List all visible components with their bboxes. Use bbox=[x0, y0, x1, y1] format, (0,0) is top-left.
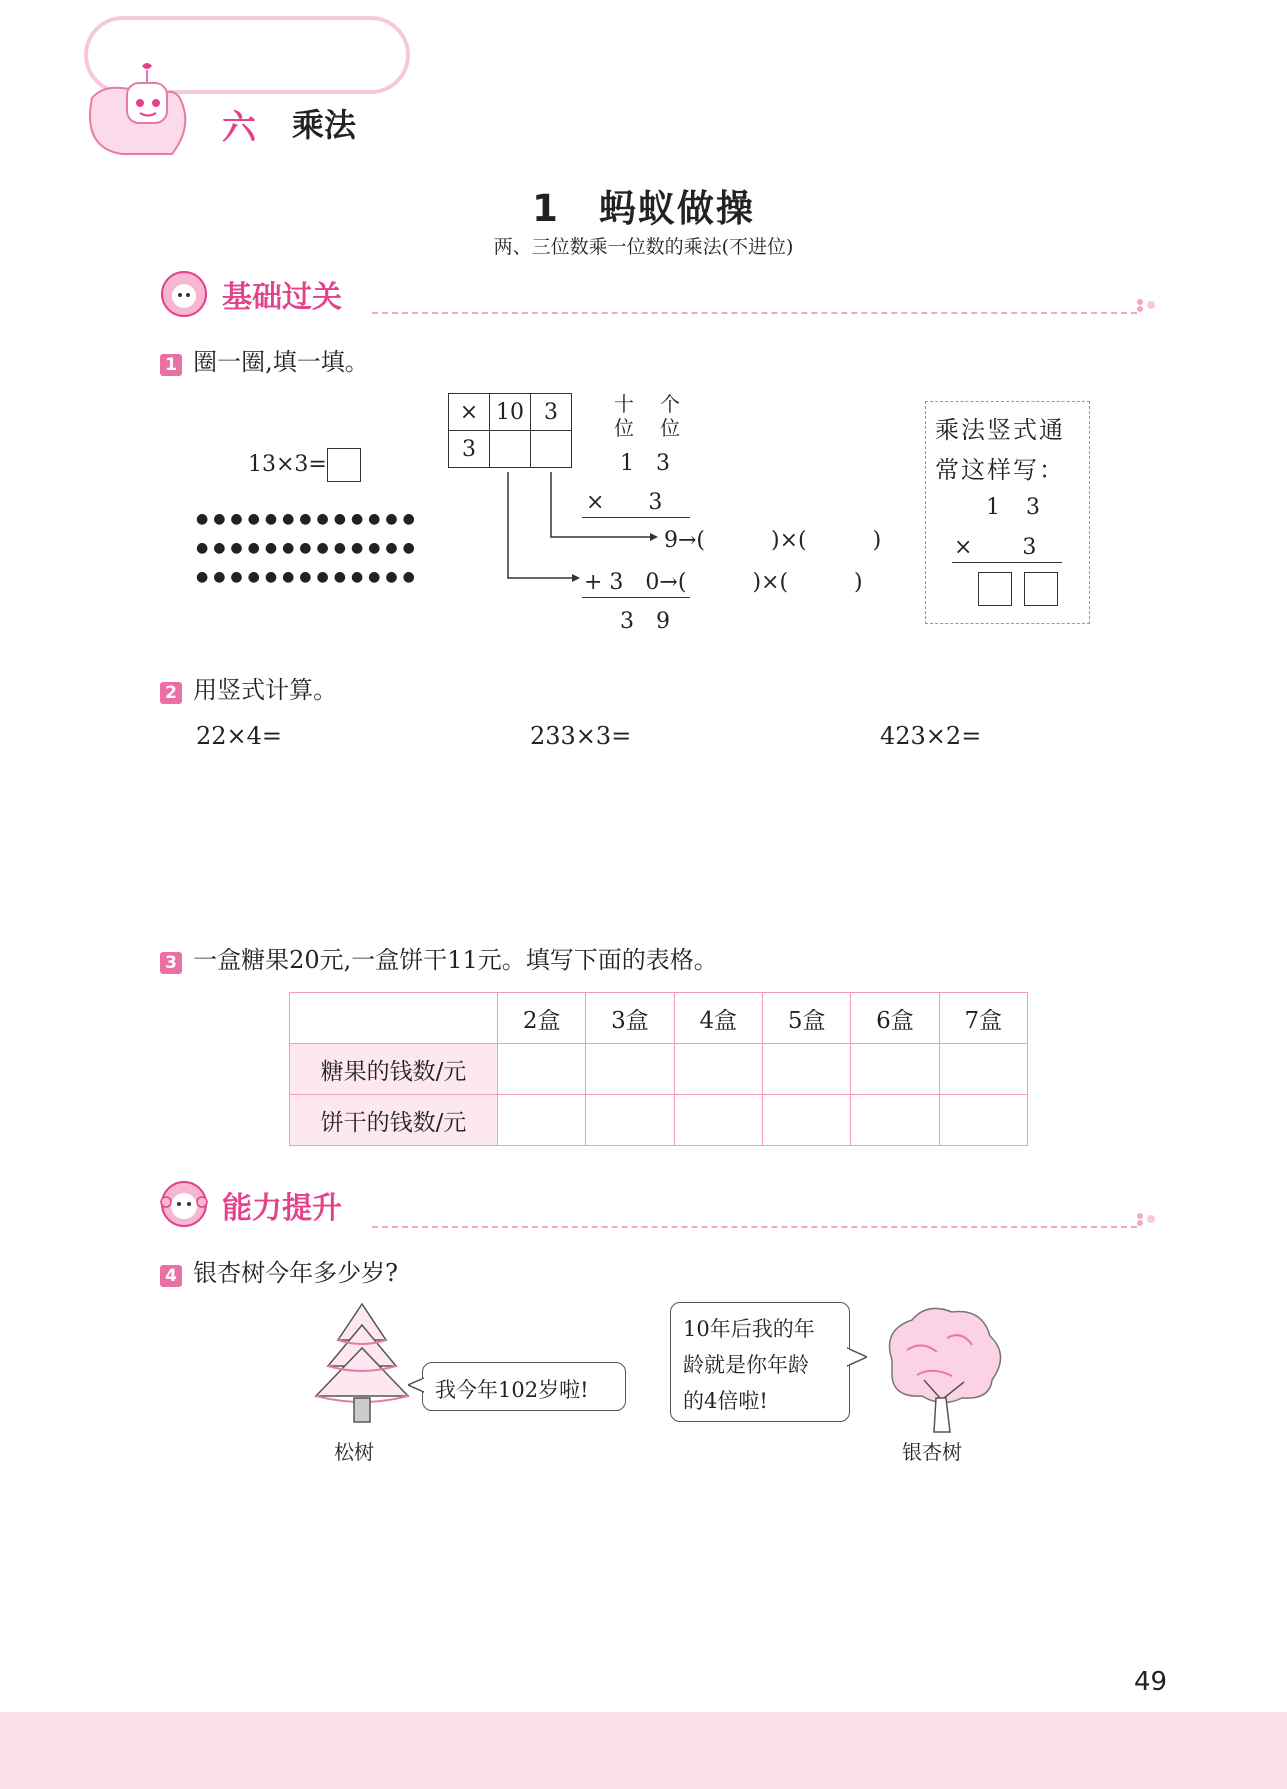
table-row bbox=[290, 1095, 1028, 1146]
question-1-header bbox=[160, 342, 369, 377]
answer-cell[interactable] bbox=[586, 1044, 674, 1095]
bubble-text: 龄就是你年龄 bbox=[683, 1353, 809, 1377]
vertical-result: 3 9 bbox=[620, 609, 670, 634]
ginkgo-speech-bubble bbox=[670, 1302, 850, 1422]
tip-rule bbox=[952, 562, 1062, 563]
question-2-header bbox=[160, 670, 337, 705]
question-3-header bbox=[160, 940, 718, 975]
footer-band bbox=[0, 1712, 1287, 1789]
question-number: 2 bbox=[160, 682, 182, 704]
question-text: 一盒糖果20元,一盒饼干11元。填写下面的表格。 bbox=[193, 946, 718, 974]
q1-equation bbox=[248, 448, 361, 482]
vertical-num1: 1 3 bbox=[620, 451, 670, 476]
answer-cell[interactable] bbox=[762, 1044, 850, 1095]
vertical-rule bbox=[582, 517, 690, 518]
pine-speech-bubble bbox=[422, 1362, 626, 1411]
vertical-partial2: + 3 0→( )×( ) bbox=[584, 570, 863, 595]
place-label: 十 bbox=[614, 392, 634, 416]
problem-1: 22×4= bbox=[196, 722, 283, 750]
row-label: 糖果的钱数/元 bbox=[290, 1044, 498, 1095]
place-ones-label bbox=[660, 392, 680, 440]
bubble-text: 我今年102岁啦! bbox=[435, 1378, 589, 1402]
grid-cell: 10 bbox=[490, 394, 531, 431]
bubble-tail bbox=[408, 1376, 424, 1394]
answer-cell[interactable] bbox=[498, 1044, 586, 1095]
dots-icon bbox=[1136, 1212, 1158, 1226]
place-label: 位 bbox=[660, 416, 680, 440]
tip-answer-box[interactable] bbox=[1024, 572, 1058, 606]
dot-row: ●●●●●●●●●●●●● bbox=[196, 540, 420, 556]
bubble-text: 的4倍啦! bbox=[683, 1389, 768, 1413]
grid-answer-cell[interactable] bbox=[490, 431, 531, 468]
column-header: 5盒 bbox=[762, 993, 850, 1044]
tip-num2: × 3 bbox=[954, 535, 1039, 560]
page-number: 49 bbox=[1134, 1667, 1168, 1697]
column-header: 4盒 bbox=[674, 993, 762, 1044]
row-label: 饼干的钱数/元 bbox=[290, 1095, 498, 1146]
place-tens-label bbox=[614, 392, 634, 440]
answer-cell[interactable] bbox=[586, 1095, 674, 1146]
chapter-title: 乘法 bbox=[292, 106, 357, 144]
column-header: 3盒 bbox=[586, 993, 674, 1044]
bubble-tail bbox=[847, 1346, 867, 1368]
lesson-title: 1 蚂蚁做操 bbox=[532, 187, 755, 230]
answer-cell[interactable] bbox=[674, 1095, 762, 1146]
answer-cell[interactable] bbox=[762, 1095, 850, 1146]
dot-row: ●●●●●●●●●●●●● bbox=[196, 569, 420, 585]
dot-row: ●●●●●●●●●●●●● bbox=[196, 511, 420, 527]
answer-cell[interactable] bbox=[851, 1095, 939, 1146]
grid-cell: × bbox=[449, 394, 490, 431]
column-header: 2盒 bbox=[498, 993, 586, 1044]
grid-cell: 3 bbox=[531, 394, 572, 431]
dot-array[interactable] bbox=[196, 505, 420, 592]
answer-cell[interactable] bbox=[851, 1044, 939, 1095]
problem-3: 423×2= bbox=[880, 722, 982, 750]
equation-text: 13×3= bbox=[248, 452, 327, 477]
question-number: 3 bbox=[160, 952, 182, 974]
section-divider bbox=[372, 1226, 1137, 1228]
place-label: 位 bbox=[614, 416, 634, 440]
ginkgo-label: 银杏树 bbox=[902, 1440, 962, 1464]
answer-cell[interactable] bbox=[674, 1044, 762, 1095]
question-text: 银杏树今年多少岁? bbox=[193, 1259, 398, 1287]
section-title-basic: 基础过关 bbox=[222, 280, 342, 315]
pine-tree-icon bbox=[308, 1300, 416, 1430]
vertical-rule bbox=[582, 597, 690, 598]
tip-answer-box[interactable] bbox=[978, 572, 1012, 606]
tip-num1: 1 3 bbox=[986, 495, 1042, 520]
girl-mascot-icon bbox=[158, 268, 210, 318]
tip-text: 乘法竖式通 bbox=[935, 416, 1065, 444]
chapter-number: 六 bbox=[222, 108, 256, 148]
section-divider bbox=[372, 312, 1137, 314]
place-label: 个 bbox=[660, 392, 680, 416]
table-row bbox=[290, 1044, 1028, 1095]
section-title-advance: 能力提升 bbox=[222, 1191, 342, 1226]
table-corner bbox=[290, 993, 498, 1044]
table-header-row bbox=[290, 993, 1028, 1044]
dots-icon bbox=[1136, 298, 1158, 312]
grid-cell: 3 bbox=[449, 431, 490, 468]
lesson-subtitle: 两、三位数乘一位数的乘法(不进位) bbox=[493, 236, 794, 258]
answer-cell[interactable] bbox=[939, 1095, 1027, 1146]
answer-cell[interactable] bbox=[939, 1044, 1027, 1095]
question-text: 圈一圈,填一填。 bbox=[193, 348, 369, 376]
vertical-partial1: 9→( )×( ) bbox=[664, 528, 882, 553]
mascot-robot-icon bbox=[82, 58, 202, 158]
question-number: 1 bbox=[160, 354, 182, 376]
ginkgo-tree-icon bbox=[872, 1300, 1012, 1440]
vertical-num2: × 3 bbox=[586, 490, 663, 515]
problem-2: 233×3= bbox=[530, 722, 632, 750]
column-header: 7盒 bbox=[939, 993, 1027, 1044]
question-number: 4 bbox=[160, 1265, 182, 1287]
answer-cell[interactable] bbox=[498, 1095, 586, 1146]
answer-box[interactable] bbox=[327, 448, 361, 482]
price-table bbox=[289, 992, 1028, 1146]
bubble-text: 10年后我的年 bbox=[683, 1317, 815, 1341]
question-text: 用竖式计算。 bbox=[193, 676, 338, 704]
question-4-header bbox=[160, 1253, 398, 1288]
monkey-mascot-icon bbox=[158, 1178, 210, 1228]
tip-text: 常这样写： bbox=[935, 456, 1065, 484]
column-header: 6盒 bbox=[851, 993, 939, 1044]
grid-answer-cell[interactable] bbox=[531, 431, 572, 468]
split-grid bbox=[448, 393, 572, 468]
tip-box bbox=[925, 401, 1090, 624]
pine-label: 松树 bbox=[334, 1440, 374, 1464]
